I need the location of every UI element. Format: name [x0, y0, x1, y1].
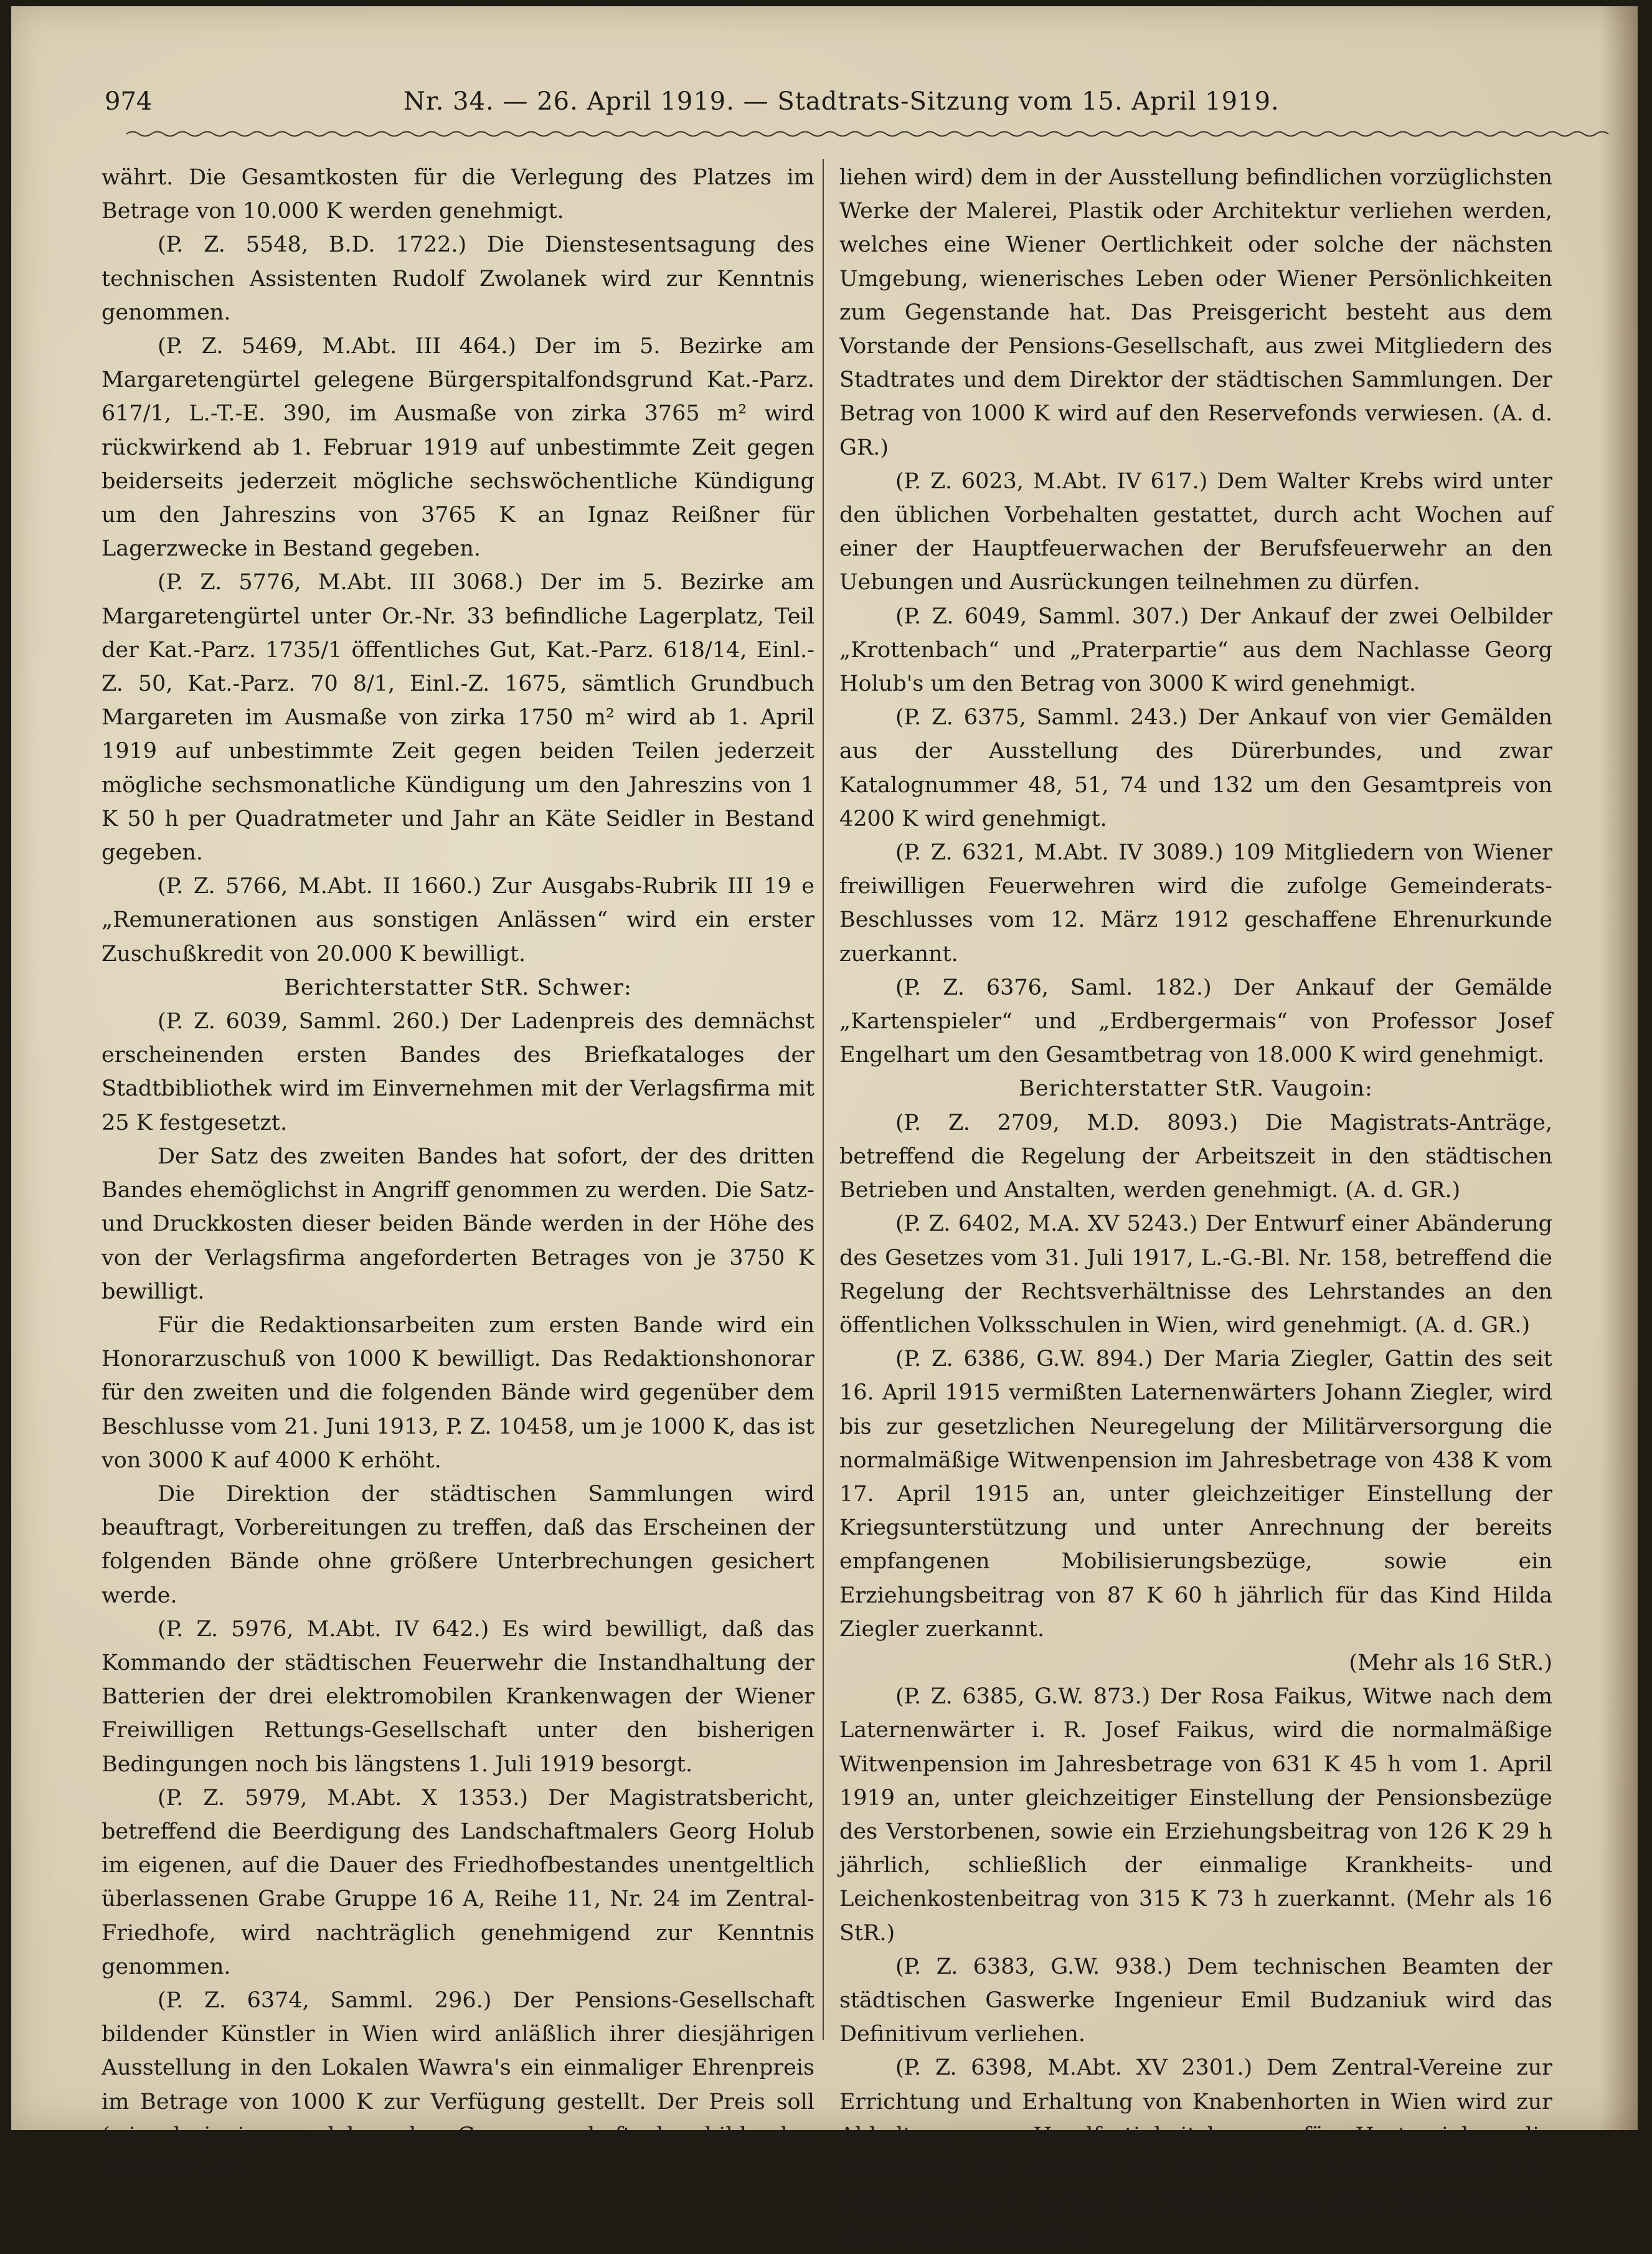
paragraph: Für die Redaktionsarbeiten zum ersten Bande wird ein Honorarzuschuß von 1000 K bewilligt. Das Redaktionshonorar für den zweiten und die folgenden Bände wird gegenüber dem Beschlusse vom 21. Juni 1913, P. Z. 10458, um je 1000 K, das ist von 3000 K auf 4000 K erhöht. — [101, 1312, 814, 1473]
paragraph: (Mehr als 16 StR.) — [1349, 1650, 1552, 1675]
section-heading: Berichterstatter StR. Schwer: — [284, 975, 632, 1000]
paragraph: liehen wird) dem in der Ausstellung befindlichen vorzüglichsten Werke der Malerei, Plastik oder Architektur verliehen werden, welches eine Wiener Oertlichkeit oder solche der nächsten Umgebung, wienerisches Leben oder Wiener Persönlichkeiten zum Gegenstande hat. Das Preisgericht besteht aus dem Vorstande der Pensions-Gesellschaft, aus zwei Mitgliedern des Stadtrates und dem Direktor der städtischen Sammlungen. Der Betrag von 1000 K wird auf den Reservefonds verwiesen. (A. d. GR.) — [839, 165, 1552, 460]
paragraph: (P. Z. 6385, G.W. 873.) Der Rosa Faikus, Witwe nach dem Laternenwärter i. R. Josef Faikus, wird die normalmäßige Witwenpension im Jahresbetrage von 631 K 45 h vom 1. April 1919 an, unter gleichzeitiger Einstellung der Pensionsbezüge des Verstorbenen, sowie ein Erziehungsbeitrag von 126 K 29 h jährlich, schließlich der einmalige Krankheits- und Leichenkostenbeitrag von 315 K 73 h zuerkannt. (Mehr als 16 StR.) — [839, 1684, 1552, 1946]
paragraph: währt. Die Gesamtkosten für die Verlegung des Platzes im Betrage von 10.000 K werden genehmigt. — [101, 165, 814, 224]
paragraph: (P. Z. 6375, Samml. 243.) Der Ankauf von vier Gemälden aus der Ausstellung des Dürerbundes, und zwar Katalognummer 48, 51, 74 und 132 um den Gesamtpreis von 4200 K wird genehmigt. — [839, 705, 1552, 831]
paragraph: (P. Z. 6398, M.Abt. XV 2301.) Dem Zentral-Vereine zur Errichtung und Erhaltung von Knabenhorten in Wien wird zur Abhaltung von Handfertigkeitskursen für Horterzieher die Benützung der Zimmer 29 und 30 des Schulgebäudes 13., Mühsamgasse 1, ferner die Mitbenützung eines Zeichensaales dieses Schulgebäudes — [839, 2055, 1552, 2250]
paragraph: (P. Z. 5469, M.Abt. III 464.) Der im 5. Bezirke am Margaretengürtel gelegene Bürgerspitalfondsgrund Kat.-Parz. 617/1, L.-T.-E. 390, im Ausmaße von zirka 3765 m² wird rückwirkend ab 1. Februar 1919 auf unbestimmte Zeit gegen beiderseits jederzeit mögliche sechswöchentliche Kündigung um den Jahreszins von 3765 K an Ignaz Reißner für Lagerzwecke in Bestand gegeben. — [101, 334, 814, 562]
paragraph: (P. Z. 6376, Saml. 182.) Der Ankauf der Gemälde „Kartenspieler“ und „Erdbergermais“ von Professor Josef Engelhart um den Gesamtbetrag von 18.000 K wird genehmigt. — [839, 975, 1552, 1068]
running-head: Nr. 34. — 26. April 1919. — Stadtrats-Sitzung vom 15. April 1919. — [404, 87, 1280, 116]
header-wavy-rule — [126, 130, 1615, 138]
newspaper-page — [11, 6, 1638, 2250]
paragraph: (P. Z. 5766, M.Abt. II 1660.) Zur Ausgabs-Rubrik III 19 e „Remunerationen aus sonstigen Anlässen“ wird ein erster Zuschußkredit von 20.000 K bewilligt. — [101, 874, 814, 967]
paragraph: (P. Z. 6402, M.A. XV 5243.) Der Entwurf einer Abänderung des Gesetzes vom 31. Juli 1917, L.-G.-Bl. Nr. 158, betreffend die Regelung der Rechtsverhältnisse des Lehrstandes an den öffentlichen Volksschulen in Wien, wird genehmigt. (A. d. GR.) — [839, 1211, 1552, 1338]
paragraph: (P. Z. 6049, Samml. 307.) Der Ankauf der zwei Oelbilder „Krottenbach“ und „Praterpartie“ aus dem Nachlasse Georg Holub's um den Betrag von 3000 K wird genehmigt. — [839, 604, 1552, 697]
paragraph: (P. Z. 5776, M.Abt. III 3068.) Der im 5. Bezirke am Margaretengürtel unter Or.-Nr. 33 befindliche Lagerplatz, Teil der Kat.-Parz. 1735/1 öffentliches Gut, Kat.-Parz. 618/14, Einl.-Z. 50, Kat.-Parz. 70 8/1, Einl.-Z. 1675, sämtlich Grundbuch Margareten im Ausmaße von zirka 1750 m² wird ab 1. April 1919 auf unbestimmte Zeit gegen beiden Teilen jederzeit mögliche sechsmonatliche Kündigung um den Jahreszins von 1 K 50 h per Quadratmeter und Jahr an Käte Seidler in Bestand gegeben. — [101, 570, 814, 866]
paragraph: (P. Z. 6374, Samml. 296.) Der Pensions-Gesellschaft bildender Künstler in Wien wird anläßlich ihrer diesjährigen Ausstellung in den Lokalen Wawra's ein einmaliger Ehrenpreis im Betrage von 1000 K zur Verfügung gestellt. Der Preis soll (wie derjenige, welcher der Genossenschaft der bildenden Künstler ver- — [101, 1987, 814, 2182]
page-header — [92, 81, 1587, 125]
paragraph: (P. Z. 6039, Samml. 260.) Der Ladenpreis des demnächst erscheinenden ersten Bandes des Briefkataloges der Stadtbibliothek wird im Einvernehmen mit der Verlagsfirma mit 25 K festgesetzt. — [101, 1009, 814, 1135]
right-column — [839, 161, 1552, 2250]
column-divider — [823, 159, 824, 2040]
section-heading: Berichterstatter StR. Vaugoin: — [1019, 1076, 1373, 1102]
paragraph: (P. Z. 5976, M.Abt. IV 642.) Es wird bewilligt, daß das Kommando der städtischen Feuerwehr die Instandhaltung der Batterien der drei elektromobilen Krankenwagen der Wiener Freiwilligen Rettungs-Gesellschaft unter den bisherigen Bedingungen noch bis längstens 1. Juli 1919 besorgt. — [101, 1616, 814, 1777]
paragraph: Der Satz des zweiten Bandes hat sofort, der des dritten Bandes ehemöglichst in Angriff genommen zu werden. Die Satz- und Druckkosten dieser beiden Bände werden in der Höhe des von der Verlagsfirma angeforderten Betrages von je 3750 K bewilligt. — [101, 1144, 814, 1304]
left-column — [101, 161, 814, 2182]
paragraph: (P. Z. 6023, M.Abt. IV 617.) Dem Walter Krebs wird unter den üblichen Vorbehalten gestattet, durch acht Wochen auf einer der Hauptfeuerwachen der Berufsfeuerwehr an den Uebungen und Ausrückungen teilnehmen zu dürfen. — [839, 468, 1552, 595]
page-edge-shadow — [1600, 6, 1638, 2130]
paragraph: (P. Z. 6321, M.Abt. IV 3089.) 109 Mitgliedern von Wiener freiwilligen Feuerwehren wird die zufolge Gemeinderats-Beschlusses vom 12. März 1912 geschaffene Ehrenurkunde zuerkannt. — [839, 840, 1552, 967]
paragraph: Die Direktion der städtischen Sammlungen wird beauftragt, Vorbereitungen zu treffen, daß das Erscheinen der folgenden Bände ohne größere Unterbrechungen gesichert werde. — [101, 1481, 814, 1608]
page-number: 974 — [105, 87, 153, 116]
paragraph: (P. Z. 2709, M.D. 8093.) Die Magistrats-Anträge, betreffend die Regelung der Arbeitszeit in den städtischen Betrieben und Anstalten, werden genehmigt. (A. d. GR.) — [839, 1110, 1552, 1203]
paragraph: (P. Z. 5548, B.D. 1722.) Die Dienstesentsagung des technischen Assistenten Rudolf Zwolanek wird zur Kenntnis genommen. — [101, 232, 814, 325]
paragraph: (P. Z. 6383, G.W. 938.) Dem technischen Beamten der städtischen Gaswerke Ingenieur Emil Budzaniuk wird das Definitivum verliehen. — [839, 1954, 1552, 2047]
paragraph: (P. Z. 6386, G.W. 894.) Der Maria Ziegler, Gattin des seit 16. April 1915 vermißten Laternenwärters Johann Ziegler, wird bis zur gesetzlichen Neuregelung der Militärversorgung die normalmäßige Witwenpension im Jahresbetrage von 438 K vom 17. April 1915 an, unter gleichzeitiger Einstellung der Kriegsunterstützung und unter Anrechnung der bereits empfangenen Mobilisierungsbezüge, sowie ein Erziehungsbeitrag von 87 K 60 h jährlich für das Kind Hilda Ziegler zuerkannt. — [839, 1347, 1552, 1642]
paragraph: (P. Z. 5979, M.Abt. X 1353.) Der Magistratsbericht, betreffend die Beerdigung des Landschaftmalers Georg Holub im eigenen, auf die Dauer des Friedhofbestandes unentgeltlich überlassenen Grabe Gruppe 16 A, Reihe 11, Nr. 24 im Zentral-Friedhofe, wird nachträglich genehmigend zur Kenntnis genommen. — [101, 1785, 814, 1979]
